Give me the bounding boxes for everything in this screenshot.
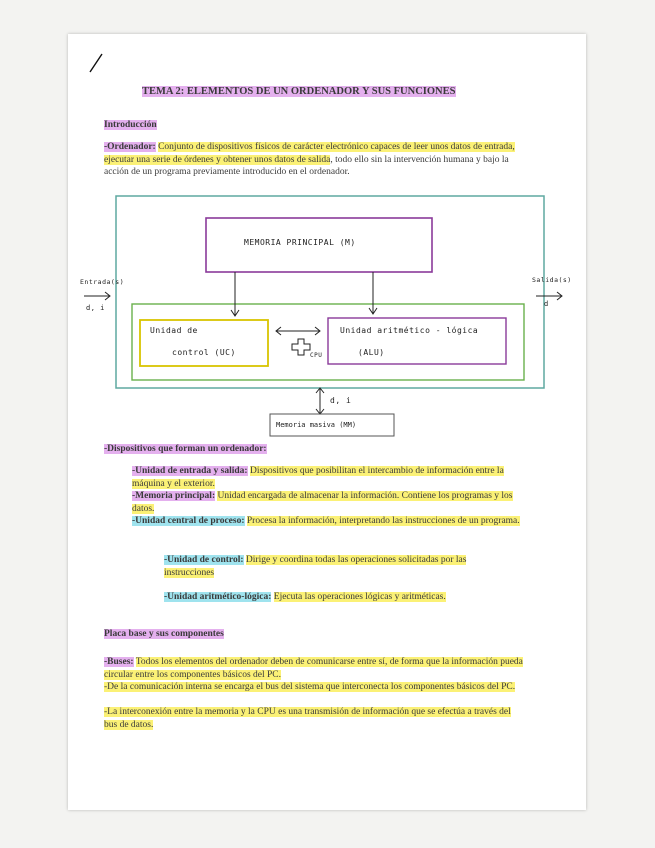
page-title: TEMA 2: ELEMENTOS DE UN ORDENADOR Y SUS FUNCIONES bbox=[142, 86, 456, 97]
unidad-control-label-1: Unidad de bbox=[150, 326, 198, 335]
ordenador-term: -Ordenador: bbox=[104, 142, 156, 152]
placa-paragraph-bus-datos: -La interconexión entre la memoria y la CPU es una transmisión de información que se efectúa a través del bus de datos. bbox=[104, 707, 511, 730]
dispositivos-item bbox=[132, 465, 522, 490]
dispositivos-subitem bbox=[164, 554, 504, 579]
dispositivos-subitem bbox=[164, 591, 504, 604]
memoria-principal-label: MEMORIA PRINCIPAL (M) bbox=[244, 238, 356, 247]
dispositivos-item-term: -Unidad de entrada y salida: bbox=[132, 466, 248, 476]
entrada-label: Entrada(s) bbox=[80, 278, 125, 286]
dispositivos-item-term: -Memoria principal: bbox=[132, 491, 216, 501]
ordenador-paragraph bbox=[104, 141, 524, 179]
dispositivos-heading: -Dispositivos que forman un ordenador: bbox=[104, 444, 267, 454]
placa-paragraph-buses bbox=[104, 656, 524, 681]
entrada-sub-label: d, i bbox=[86, 304, 105, 312]
alu-label-2: (ALU) bbox=[358, 348, 385, 357]
dispositivos-item-def: Dispositivos que posibilitan el intercambio de información entre la máquina y el exterior. bbox=[132, 466, 504, 489]
buses-def: Todos los elementos del ordenador deben de comunicarse entre sí, de forma que la información pueda circular entre los componentes básicos del PC. bbox=[104, 657, 523, 680]
placa-paragraph-bus-sistema: -De la comunicación interna se encarga el bus del sistema que interconecta los componentes básicos del PC. bbox=[104, 682, 516, 692]
salida-label: Salida(s) bbox=[532, 276, 572, 284]
di-label: d, i bbox=[330, 396, 352, 405]
ordenador-definition-rest: , todo ello sin la intervención humana y bajo la acción de un programa previamente introducido en el ordenador. bbox=[104, 154, 509, 177]
salida-sub-label: d bbox=[544, 300, 549, 308]
alu-label-1: Unidad aritmético - lógica bbox=[340, 326, 479, 335]
cpu-label: CPU bbox=[310, 352, 323, 359]
memoria-masiva-label: Memoria masiva (MM) bbox=[276, 421, 357, 429]
dispositivos-item-def: Unidad encargada de almacenar la información. Contiene los programas y los datos. bbox=[132, 491, 513, 514]
placa-heading: Placa base y sus componentes bbox=[104, 629, 224, 639]
dispositivos-subitem-term: -Unidad aritmético-lógica: bbox=[164, 592, 272, 602]
dispositivos-subitem-term: -Unidad de control: bbox=[164, 555, 244, 565]
ordenador-definition: Conjunto de dispositivos físicos de carácter electrónico capaces de leer unos datos de entrada, ejecutar una serie de órdenes y obtener unos datos de salida bbox=[104, 142, 515, 165]
computer-diagram bbox=[80, 192, 570, 440]
pen-mark bbox=[88, 52, 104, 74]
dispositivos-subitem-def: Ejecuta las operaciones lógicas y aritméticas. bbox=[273, 592, 446, 602]
dispositivos-item bbox=[132, 515, 522, 528]
intro-heading: Introducción bbox=[104, 120, 157, 130]
unidad-control-label-2: control (UC) bbox=[172, 348, 236, 357]
buses-term: -Buses: bbox=[104, 657, 134, 667]
dispositivos-item bbox=[132, 490, 522, 515]
dispositivos-item-def: Procesa la información, interpretando las instrucciones de un programa. bbox=[246, 516, 520, 526]
dispositivos-subitem-def: Dirige y coordina todas las operaciones solicitadas por las instrucciones bbox=[164, 555, 467, 578]
dispositivos-item-term: -Unidad central de proceso: bbox=[132, 516, 245, 526]
